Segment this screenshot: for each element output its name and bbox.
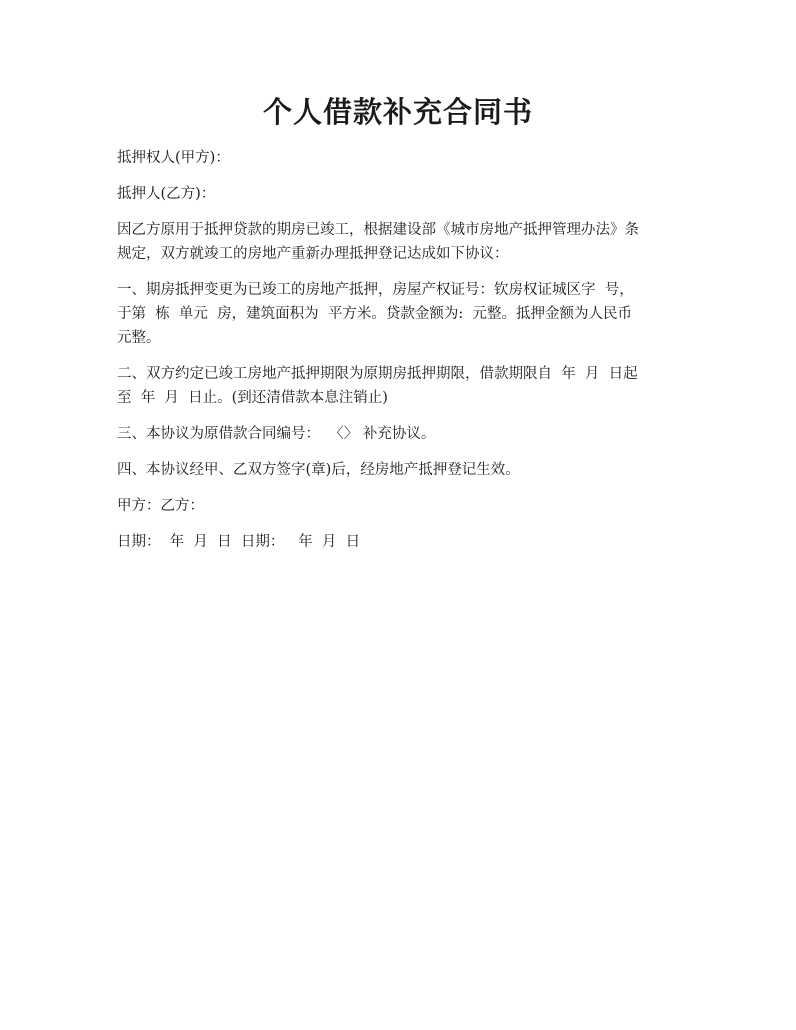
paragraph-clause-3: 三、本协议为原借款合同编号： 〈〉 补充协议。 bbox=[117, 426, 436, 442]
paragraph-dates: 日期： 年 月 日 日期： 年 月 日 bbox=[117, 534, 361, 550]
paragraph-signatures: 甲方：乙方： bbox=[117, 498, 204, 514]
paragraph-clause-1: 一、期房抵押变更为已竣工的房地产抵押，房屋产权证号：钦房权证城区字 号， 于第 栋 单元 房，建筑面积为 平方米。贷款金额为: 元整。抵押金额为人民币 元整。 bbox=[117, 282, 634, 346]
document-title: 个人借款补充合同书 bbox=[262, 95, 533, 129]
paragraph-mortgagor: 抵押人(乙方)： bbox=[117, 186, 216, 202]
paragraph-clause-2: 二、双方约定已竣工房地产抵押期限为原期房抵押期限，借款期限自 年 月 日起 至 年 月 日止。(到还清借款本息注销止) bbox=[117, 366, 638, 406]
paragraph-clause-4: 四、本协议经甲、乙双方签字(章)后，经房地产抵押登记生效。 bbox=[117, 462, 520, 478]
paragraph-mortgagee: 抵押权人(甲方)： bbox=[117, 150, 230, 166]
paragraph-preamble: 因乙方原用于抵押贷款的期房已竣工，根据建设部《城市房地产抵押管理办法》条 规定，双方就竣工的房地产重新办理抵押登记达成如下协议： bbox=[117, 222, 639, 262]
document-body bbox=[117, 146, 687, 566]
